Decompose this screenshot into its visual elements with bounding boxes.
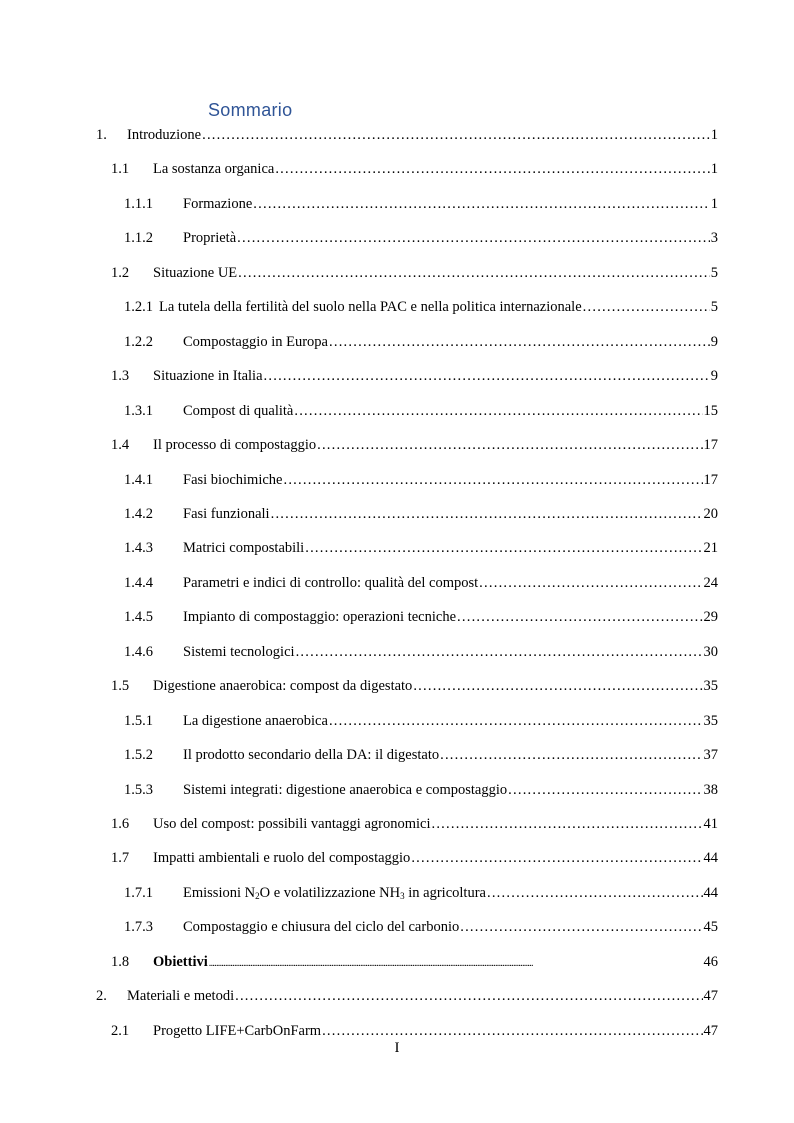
dot-leader — [440, 744, 702, 766]
toc-entry[interactable] — [153, 434, 718, 456]
toc-page-number: 45 — [703, 919, 718, 936]
toc-page-number: 1 — [710, 127, 718, 143]
toc-row[interactable] — [0, 606, 794, 628]
dot-leader — [237, 227, 710, 249]
toc-number: 1.1.2 — [124, 230, 153, 247]
dot-leader — [431, 813, 702, 835]
toc-page-number: 41 — [703, 816, 718, 832]
toc-entry-title: Compost di qualità — [183, 402, 294, 419]
dot-leader — [296, 641, 703, 663]
toc-entry-title: La digestione anaerobica — [183, 712, 328, 729]
toc-entry-title: Materiali e metodi — [127, 988, 235, 1005]
title-fragment: O e volatilizzazione NH — [259, 884, 401, 901]
toc-entry-title: Situazione UE — [153, 264, 238, 281]
toc-number: 1.2.2 — [124, 333, 153, 350]
toc-entry[interactable] — [153, 847, 718, 869]
toc-entry-title: Proprietà — [183, 230, 237, 247]
toc-entry[interactable] — [183, 400, 718, 422]
dot-leader — [413, 675, 702, 697]
dot-leader — [508, 779, 702, 801]
toc-row[interactable] — [0, 193, 794, 215]
toc-row[interactable] — [0, 296, 794, 318]
toc-row[interactable] — [0, 847, 794, 869]
toc-row[interactable] — [0, 882, 794, 904]
toc-number: 1.3 — [111, 368, 130, 385]
toc-entry-title: Impianto di compostaggio: operazioni tecniche — [183, 609, 457, 626]
toc-number: 1.5 — [111, 678, 130, 695]
toc-number: 1.3.1 — [124, 402, 153, 419]
toc-entry-title: La tutela della fertilità del suolo nella PAC e nella politica internazionale — [159, 299, 582, 316]
toc-page-number: 38 — [703, 781, 718, 798]
dot-leader — [209, 951, 703, 975]
toc-entry[interactable] — [183, 193, 718, 215]
toc-entry[interactable] — [153, 1020, 718, 1042]
toc-entry-title: Situazione in Italia — [153, 368, 263, 385]
toc-row[interactable] — [0, 1020, 794, 1042]
toc-entry[interactable] — [183, 882, 718, 904]
toc-page-number: 5 — [710, 299, 718, 316]
subscript: 3 — [400, 890, 405, 901]
toc-page-number: 30 — [703, 643, 718, 660]
dot-leader — [329, 331, 710, 353]
toc-entry[interactable] — [183, 606, 718, 628]
toc-entry-title: Progetto LIFE+CarbOnFarm — [153, 1022, 322, 1039]
toc-row[interactable] — [0, 641, 794, 663]
toc-row[interactable] — [0, 916, 794, 938]
page-number: I — [394, 1040, 400, 1056]
toc-page-number: 17 — [703, 471, 718, 488]
toc-page-number: 20 — [703, 505, 718, 522]
dot-leader — [294, 400, 702, 422]
toc-row[interactable] — [0, 331, 794, 353]
dot-leader — [460, 916, 702, 938]
toc-entry-title: Digestione anaerobica: compost da digestato — [153, 678, 413, 695]
toc-page-number: 9 — [710, 333, 718, 350]
toc-page-number: 35 — [703, 712, 718, 729]
toc-row[interactable] — [0, 710, 794, 732]
toc-number: 1.5.2 — [124, 747, 153, 764]
dot-leader — [264, 365, 710, 387]
dot-leader — [317, 434, 702, 456]
dot-leader — [202, 124, 710, 146]
toc-entry[interactable] — [183, 641, 718, 663]
toc-number: 1.2 — [111, 264, 130, 281]
dot-leader — [329, 710, 703, 732]
dot-leader — [322, 1020, 702, 1042]
toc-number: 1. — [96, 127, 107, 143]
toc-entry[interactable] — [183, 331, 718, 353]
toc-entry-title: Sistemi tecnologici — [183, 643, 295, 660]
toc-entry[interactable] — [153, 365, 718, 387]
toc-entry-title: Compostaggio e chiusura del ciclo del carbonio — [183, 919, 460, 936]
toc-entry[interactable] — [183, 710, 718, 732]
toc-entry[interactable] — [183, 916, 718, 938]
toc-row[interactable] — [0, 779, 794, 801]
dot-leader — [457, 606, 702, 628]
toc-page-number: 35 — [703, 678, 718, 695]
subscript: 2 — [255, 890, 260, 901]
toc-row[interactable] — [0, 675, 794, 697]
toc-row[interactable] — [0, 985, 794, 1007]
toc-entry[interactable] — [183, 779, 718, 801]
toc-title: Sommario — [208, 100, 293, 120]
toc-page-number: 29 — [703, 609, 718, 626]
toc-entry[interactable] — [183, 503, 718, 525]
toc-entry-title: Fasi biochimiche — [183, 471, 283, 488]
toc-number: 1.2.1 — [124, 299, 153, 316]
toc-number: 1.8 — [111, 953, 130, 970]
dot-leader — [275, 158, 709, 180]
toc-entry-title: Compostaggio in Europa — [183, 333, 328, 350]
toc-number: 1.7 — [111, 850, 130, 867]
toc-page-number: 9 — [710, 368, 718, 385]
toc-row[interactable] — [0, 158, 794, 180]
toc-entry[interactable] — [127, 124, 718, 146]
toc-page-number: 17 — [703, 437, 718, 454]
toc-entry[interactable] — [153, 675, 718, 697]
toc-entry[interactable] — [159, 296, 718, 318]
toc-entry-title: Il prodotto secondario della DA: il digestato — [183, 747, 440, 764]
toc-number: 1.7.3 — [124, 919, 153, 936]
title-fragment: Emissioni N — [183, 884, 256, 901]
toc-entry[interactable] — [183, 744, 718, 766]
toc-entry-title: La sostanza organica — [153, 161, 275, 178]
toc-entry-title: Introduzione — [127, 127, 202, 143]
toc-number: 1.4.1 — [124, 471, 153, 488]
dot-leader — [583, 296, 710, 318]
toc-entry[interactable] — [153, 158, 718, 180]
toc-row[interactable] — [0, 400, 794, 422]
toc-row[interactable] — [0, 434, 794, 456]
toc-row[interactable] — [0, 537, 794, 559]
toc-entry[interactable] — [183, 572, 718, 594]
toc-entry-title: Formazione — [183, 195, 253, 212]
toc-row[interactable] — [0, 744, 794, 766]
toc-number: 1.7.1 — [124, 884, 153, 901]
dot-leader — [271, 503, 703, 525]
toc-page-number: 24 — [703, 574, 718, 591]
toc-row[interactable] — [0, 951, 794, 973]
dot-leader — [253, 193, 709, 215]
toc-number: 2.1 — [111, 1022, 130, 1039]
toc-entry-title: Sistemi integrati: digestione anaerobica e compostaggio — [183, 781, 508, 798]
toc-number: 1.4.3 — [124, 540, 153, 557]
toc-number: 2. — [96, 988, 107, 1005]
toc-entry[interactable] — [127, 985, 718, 1007]
toc-number: 1.4 — [111, 437, 130, 454]
toc-number: 1.1.1 — [124, 195, 153, 212]
toc-number: 1.1 — [111, 161, 130, 178]
toc-entry[interactable] — [153, 951, 718, 975]
toc-row[interactable] — [0, 227, 794, 249]
toc-page-number: 47 — [703, 1022, 718, 1039]
toc-page-number: 15 — [703, 402, 718, 419]
toc-entry-title: Impatti ambientali e ruolo del compostaggio — [153, 850, 411, 867]
toc-page-number: 44 — [703, 850, 718, 867]
toc-number: 1.5.3 — [124, 781, 153, 798]
toc-page-number: 5 — [710, 264, 718, 281]
toc-number: 1.6 — [111, 816, 130, 832]
toc-entry-title: Il processo di compostaggio — [153, 437, 317, 454]
toc-row[interactable] — [0, 262, 794, 284]
toc-page-number: 1 — [710, 195, 718, 212]
dot-leader — [479, 572, 702, 594]
toc-entry[interactable] — [153, 813, 718, 835]
dot-leader — [487, 882, 703, 904]
toc-number: 1.5.1 — [124, 712, 153, 729]
toc-entry-title — [183, 882, 486, 904]
toc-page-number: 21 — [703, 540, 718, 557]
toc-number: 1.4.5 — [124, 609, 153, 626]
toc-row[interactable] — [0, 365, 794, 387]
toc-row[interactable] — [0, 469, 794, 491]
toc-page-number: 1 — [710, 161, 718, 178]
toc-entry-title: Matrici compostabili — [183, 540, 305, 557]
dot-leader — [283, 469, 702, 491]
toc-entry[interactable] — [183, 469, 718, 491]
toc-number: 1.4.4 — [124, 574, 153, 591]
toc-row[interactable] — [0, 572, 794, 594]
toc-page-number: 46 — [703, 953, 718, 970]
toc-number: 1.4.6 — [124, 643, 153, 660]
toc-entry-title: Uso del compost: possibili vantaggi agronomici — [153, 816, 431, 832]
toc-page-number: 3 — [710, 230, 718, 247]
toc-entry[interactable] — [183, 537, 718, 559]
dot-leader — [411, 847, 702, 869]
toc-entry-title: Obiettivi — [153, 953, 208, 970]
dot-leader — [238, 262, 710, 284]
toc-page-number: 37 — [703, 747, 718, 764]
toc-entry[interactable] — [153, 262, 718, 284]
toc-entry-title: Fasi funzionali — [183, 505, 270, 522]
toc-entry-title: Parametri e indici di controllo: qualità del compost — [183, 574, 479, 591]
dot-leader — [235, 985, 702, 1007]
toc-row[interactable] — [0, 813, 794, 835]
dot-leader — [305, 537, 702, 559]
toc-entry[interactable] — [183, 227, 718, 249]
title-fragment: in agricoltura — [404, 884, 486, 901]
toc-row[interactable] — [0, 503, 794, 525]
toc-number: 1.4.2 — [124, 505, 153, 522]
toc-page-number: 47 — [703, 988, 718, 1005]
toc-row[interactable] — [0, 124, 794, 146]
toc-page-number: 44 — [703, 884, 718, 901]
